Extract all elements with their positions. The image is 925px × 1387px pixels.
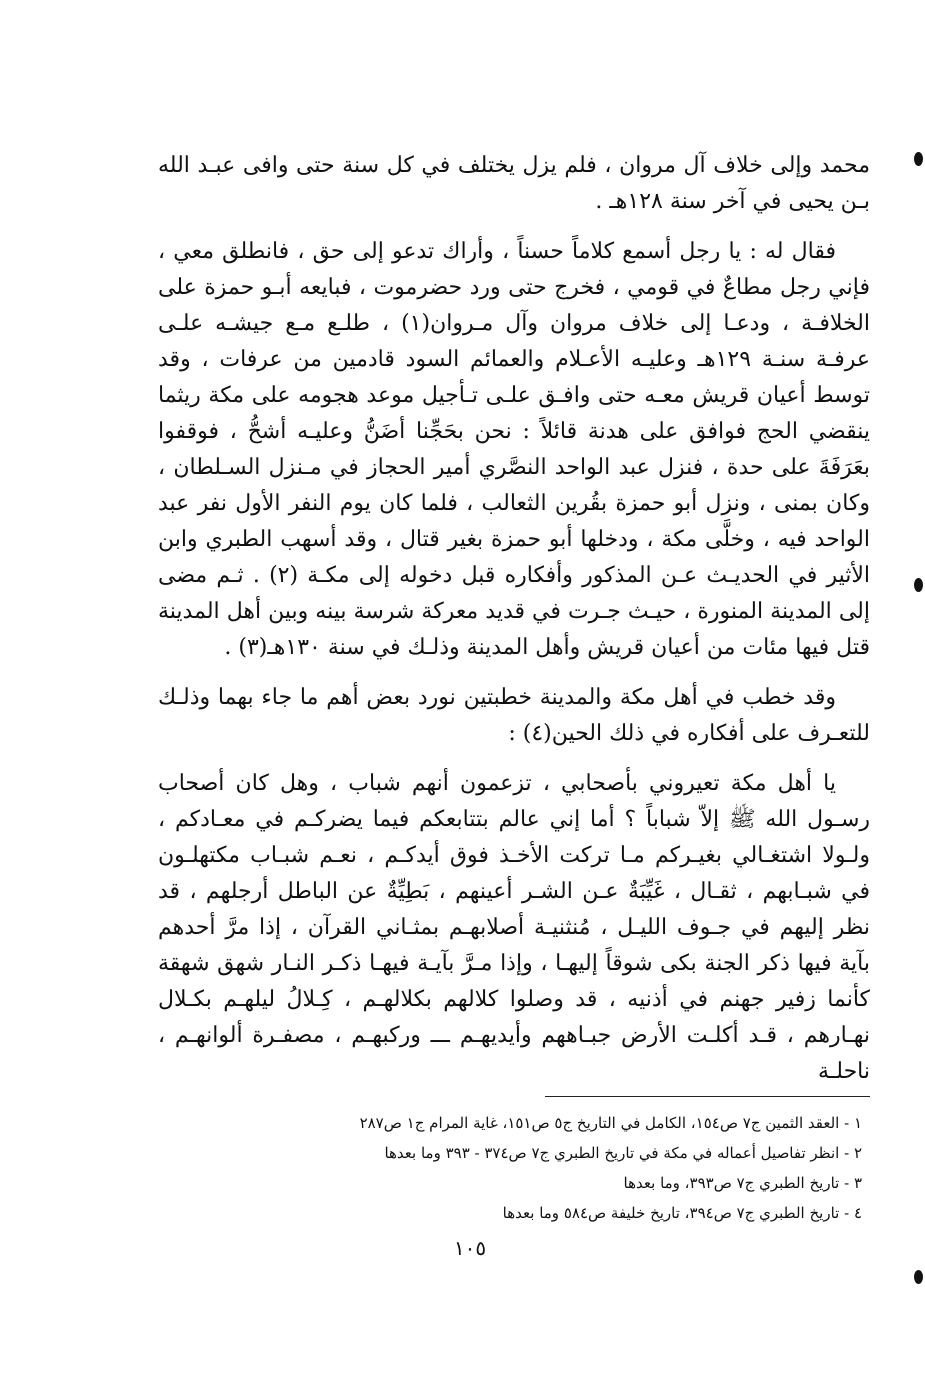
main-text [158, 148, 870, 1104]
paragraph-continuation: محمد وإلى خلاف آل مروان ، فلم يزل يختلف في كل سنة حتى وافى عبـد الله بـن يحيى في آخر سنة ١٢٨هـ . [158, 153, 870, 214]
paragraph: وقد خطب في أهل مكة والمدينة خطبتين نورد بعض أهم ما جاء بهما وذلـك للتعـرف على أفكاره في ذلك الحين(٤) : [158, 685, 870, 746]
footnote-3: ٣ - تاريخ الطبري ج٧ ص٣٩٣، وما بعدها [623, 1174, 862, 1192]
footnote-2: ٢ - انظر تفاصيل أعماله في مكة في تاريخ الطبري ج٧ ص٣٧٤ - ٣٩٣ وما بعدها [384, 1144, 862, 1162]
footnote-1: ١ - العقد الثمين ج٧ ص١٥٤، الكامل في التاريخ ج٥ ص١٥١، غاية المرام ج١ ص٢٨٧ [359, 1114, 862, 1132]
page-number: ١٠٥ [453, 1236, 487, 1260]
footnote-4: ٤ - تاريخ الطبري ج٧ ص٣٩٤، تاريخ خليفة ص٥٨٤ وما بعدها [502, 1204, 862, 1222]
footnotes [158, 1108, 866, 1228]
paragraph-speech: يا أهل مكة تعيروني بأصحابي ، تزعمون أنهم شباب ، وهل كان أصحاب رسـول الله ﷺ إلاّ شباباً ؟ أما إني عالم بتتابعكم فيما يضركـم في معـادكم ، ولـولا اشتغـالي بغيـركم مـا تركت الأخـذ فوق أيدكـم ، نعـم شبـاب مكتهلـون في شبـابهم ، ثقـال ، غَيِّبَةٌ عـن الشـر أعينهم ، بَطِيِّةٌ عن الباطل أرجلهم ، قد نظر إليهم في جـوف الليـل ، مُنثنيـة أصلابهـم بمثـاني القرآن ، إذا مرَّ أحدهم بآية فيها ذكر الجنة بكى شوقاً إليهـا ، وإذا مـرَّ بآيـة فيهـا ذكـر النـار شهق شهقة كأنما زفير جهنم في أذنيه ، قد وصلوا كلالهم بكلالهـم ، كِـلالُ ليلهـم بكـلال نهـارهم ، قـد أكلـت الأرض جبـاههم وأيديهـم ـــ وركبهـم ، مصفـرة ألوانهـم ، ناحلـة [158, 771, 871, 1084]
margin-binding-mark [914, 1270, 923, 1284]
paragraph: فقال له : يا رجل أسمع كلاماً حسناً ، وأراك تدعو إلى حق ، فانطلق معي ، فإني رجل مطاعٌ في قومي ، فخرج حتى ورد حضرموت ، فبايعه أبـو حمزة على الخلافـة ، ودعـا إلى خلاف مروان وآل مـروان(١) ، طلـع مـع جيشـه علـى عرفـة سنـة ١٢٩هـ وعليـه الأعـلام والعمائم السود قادمين من عرفات ، وقد توسط أعيان قريش معـه حتى وافـق علـى تـأجيل موعد هجومه على مكة ريثما ينقضي الحج فوافق على هدنة قائلاً : نحن بحَجِّنا أضَنُّ وعليـه أشحُّ ، فوقفوا بعَرَفَةَ على حدة ، فنزل عبد الواحد النصَّري أمير الحجاز في مـنزل السـلطان ، وكان بمنى ، ونزل أبو حمزة بقُرين الثعالب ، فلما كان يوم النفر الأول نفر عبد الواحد فيه ، وخلَّى مكة ، ودخلها أبو حمزة بغير قتال ، وقد أسهب الطبري وابن الأثير في الحديـث عـن المذكور وأفكاره قبل دخوله إلى مكـة (٢) . ثـم مضى إلى المدينة المنورة ، حيـث جـرت في قديد معركة شرسة بينه وبين أهل المدينة قتل فيها مئات من أعيان قريش وأهل المدينة وذلـك في سنة ١٣٠هـ(٣) . [158, 239, 871, 660]
margin-binding-mark [914, 152, 923, 166]
footnote-separator [545, 1096, 870, 1097]
margin-binding-mark [914, 578, 923, 592]
